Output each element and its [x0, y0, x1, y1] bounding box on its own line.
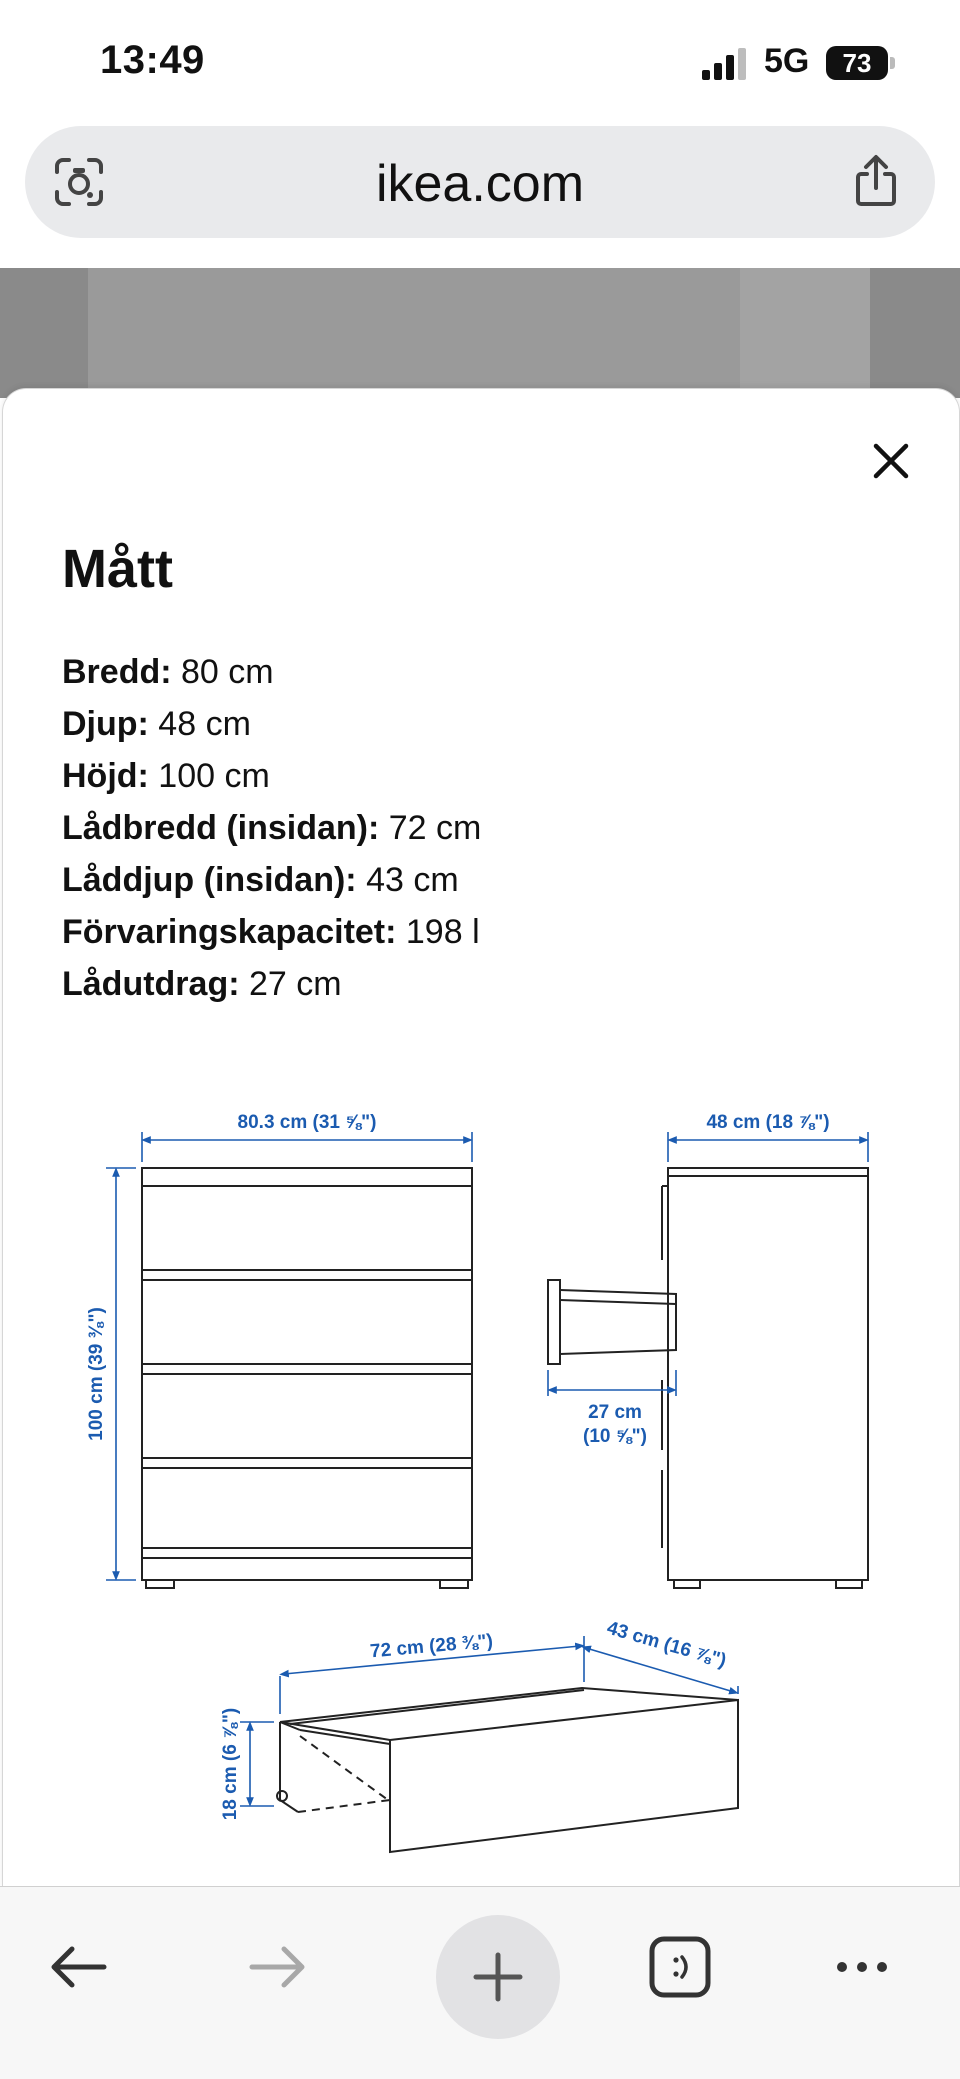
signal-icon — [700, 46, 750, 80]
spec-drawer-width: Lådbredd (insidan): 72 cm — [62, 809, 482, 847]
share-icon[interactable] — [847, 152, 905, 210]
url-text[interactable]: ikea.com — [375, 155, 585, 213]
drawer-width-label: 72 cm (28 ⅜") — [369, 1630, 494, 1663]
close-icon[interactable] — [868, 438, 914, 484]
status-bar — [0, 0, 960, 120]
sheet-title: Mått — [62, 539, 173, 599]
front-width-label: 80.3 cm (31 ⅝") — [237, 1112, 377, 1133]
drawer-depth-label: 43 cm (16 ⅞") — [604, 1617, 729, 1672]
page-backdrop-image-edge — [740, 268, 870, 398]
spec-storage-capacity: Förvaringskapacitet: 198 l — [62, 913, 480, 951]
drawer-extension-in-label: (10 ⅝") — [583, 1426, 647, 1447]
spec-drawer-extension: Lådutdrag: 27 cm — [62, 965, 342, 1003]
spec-width: Bredd: 80 cm — [62, 653, 274, 691]
more-icon[interactable] — [822, 1927, 902, 2007]
spec-depth: Djup: 48 cm — [62, 705, 251, 743]
drawer-height-label: 18 cm (6 ⅞") — [220, 1707, 241, 1821]
battery-icon — [826, 46, 896, 80]
new-tab-button[interactable] — [436, 1915, 560, 2039]
spec-drawer-depth: Låddjup (insidan): 43 cm — [62, 861, 459, 899]
drawer-view — [277, 1688, 738, 1852]
spec-height: Höjd: 100 cm — [62, 757, 270, 795]
dimension-drawing — [0, 1080, 960, 1880]
forward-arrow-icon[interactable] — [238, 1927, 318, 2007]
drawer-extension-cm-label: 27 cm — [588, 1402, 642, 1423]
address-bar[interactable] — [25, 126, 935, 238]
front-height-label: 100 cm (39 ⅜") — [86, 1307, 107, 1441]
status-time: 13:49 — [100, 38, 205, 82]
chest-front-view — [142, 1168, 472, 1588]
network-label: 5G — [764, 42, 810, 80]
chest-side-view — [548, 1168, 868, 1588]
back-arrow-icon[interactable] — [38, 1927, 118, 2007]
tabs-icon[interactable] — [640, 1927, 720, 2007]
browser-toolbar — [0, 1886, 960, 2079]
battery-level: 73 — [826, 46, 888, 80]
plus-icon — [468, 1947, 528, 2007]
spec-list — [62, 646, 481, 1010]
side-depth-label: 48 cm (18 ⅞") — [706, 1112, 830, 1133]
